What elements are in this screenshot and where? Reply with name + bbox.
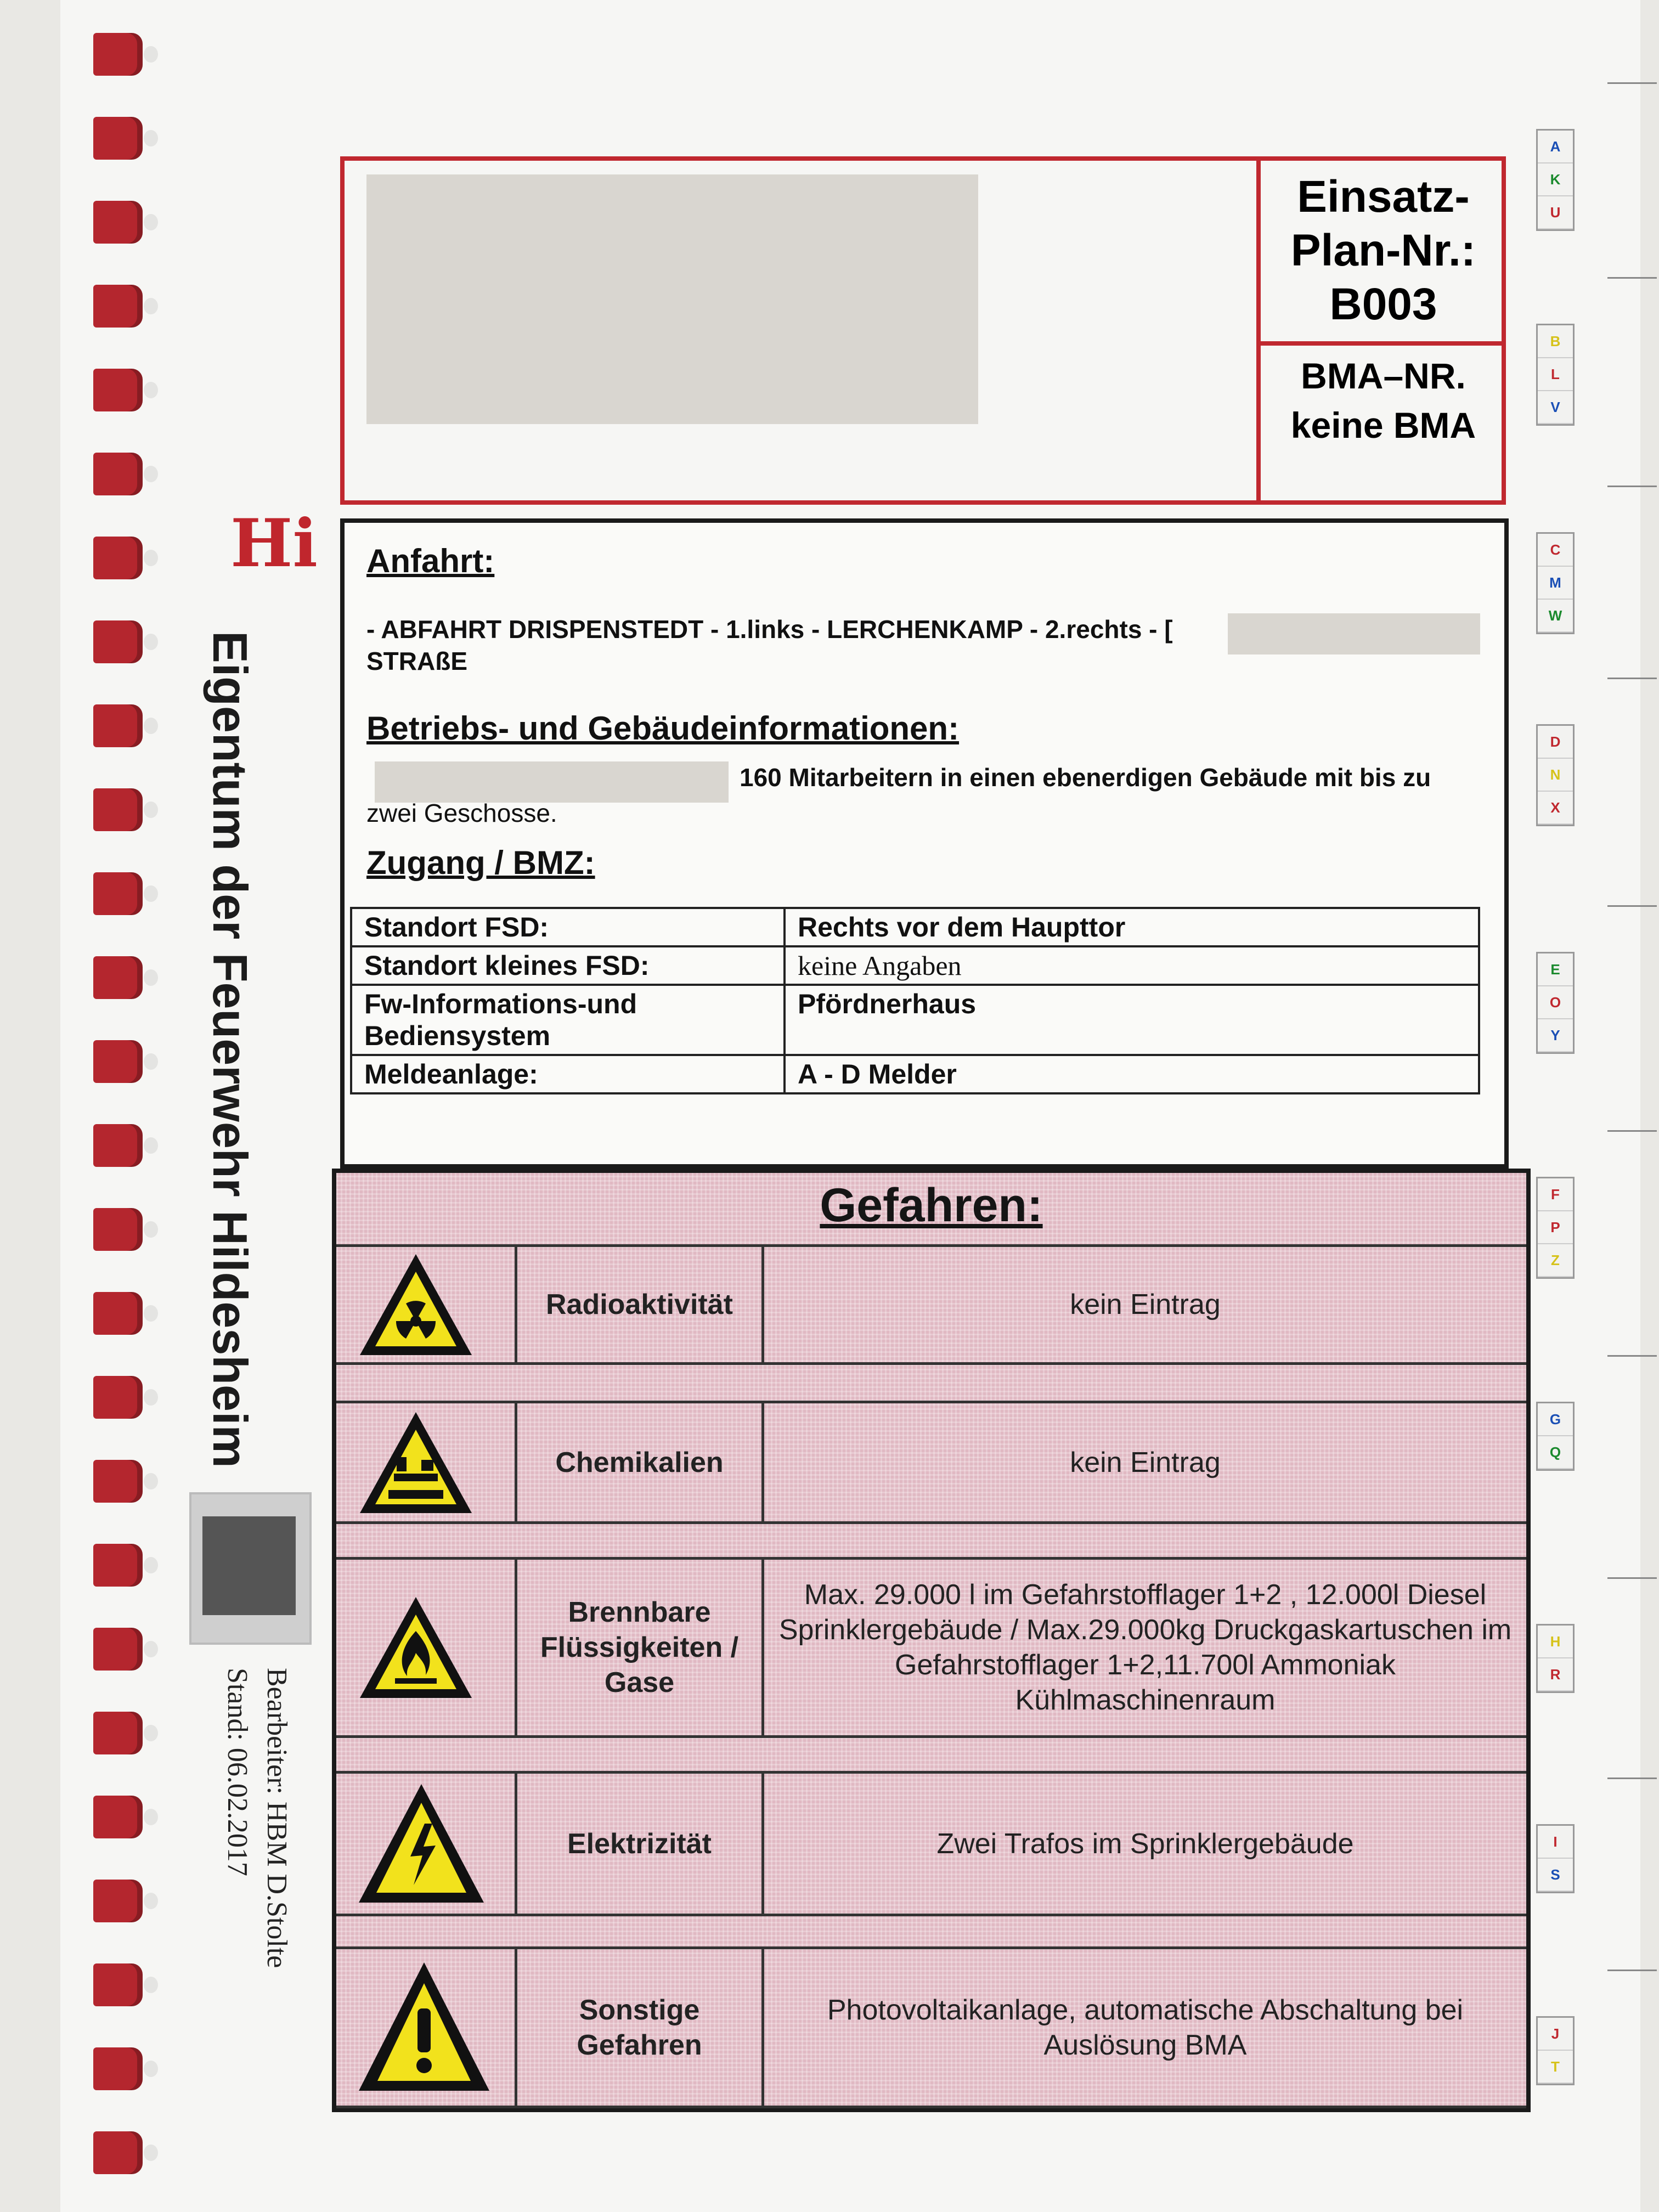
zugang-label: Standort kleines FSD: bbox=[351, 946, 785, 985]
binding-ring bbox=[93, 2047, 143, 2090]
binding-ring bbox=[93, 1796, 143, 1838]
index-tab-letter: U bbox=[1538, 196, 1573, 229]
betrieb-title: Betriebs- und Gebäudeinformationen: bbox=[366, 710, 960, 747]
binding-ring bbox=[93, 956, 143, 999]
hazards-title: Gefahren: bbox=[820, 1179, 1043, 1232]
index-tab-letter: G bbox=[1538, 1403, 1573, 1436]
bma-value: keine BMA bbox=[1290, 405, 1476, 445]
electricity-icon bbox=[356, 1781, 487, 1907]
hazard-name: Sonstige Gefahren bbox=[517, 1949, 764, 2106]
bma-label: BMA–NR. bbox=[1301, 356, 1466, 396]
binding-ring bbox=[93, 1880, 143, 1922]
feuerwehr-logo bbox=[225, 494, 318, 631]
zugang-value: A - D Melder bbox=[785, 1055, 1479, 1093]
index-tab[interactable] bbox=[1536, 1824, 1575, 1893]
index-tab[interactable] bbox=[1536, 724, 1575, 826]
hazard-value: Max. 29.000 l im Gefahrstofflager 1+2 , 12.000l Diesel Sprinklergebäude / Max.29.000kg Druckgaskartuschen im Gefahrstofflager 1+2,11.700l Ammoniak Kühlmaschinenraum bbox=[778, 1579, 1512, 1716]
plan-number: B003 bbox=[1329, 279, 1437, 329]
hazard-name: Brennbare Flüssigkeiten / Gase bbox=[517, 1560, 764, 1735]
hazard-name: Elektrizität bbox=[517, 1774, 764, 1914]
table-row bbox=[351, 1055, 1479, 1093]
index-tab-strip bbox=[1531, 0, 1659, 2212]
hazard-row bbox=[336, 1401, 1526, 1524]
radiation-icon bbox=[356, 1250, 476, 1359]
binding-ring bbox=[93, 1963, 143, 2006]
logo-lettering: Hi bbox=[230, 505, 318, 582]
index-tab[interactable] bbox=[1536, 2016, 1575, 2085]
zugang-label: Meldeanlage: bbox=[351, 1055, 785, 1093]
zugang-table bbox=[350, 907, 1480, 1094]
table-row bbox=[351, 946, 1479, 985]
index-tab-letter: K bbox=[1538, 163, 1573, 196]
index-tab-letter: Q bbox=[1538, 1436, 1573, 1469]
index-tab-letter: D bbox=[1538, 726, 1573, 759]
index-tab-letter: P bbox=[1538, 1211, 1573, 1244]
hazard-icon-cell bbox=[336, 1560, 517, 1735]
plan-label-line1: Einsatz- bbox=[1297, 172, 1470, 222]
flammable-icon bbox=[356, 1593, 476, 1702]
owner-label: Eigentum der Feuerwehr Hildesheim bbox=[203, 631, 257, 1468]
hazard-name: Radioaktivität bbox=[517, 1247, 764, 1362]
binding-ring bbox=[93, 1460, 143, 1503]
index-tab-letter: B bbox=[1538, 325, 1573, 358]
index-tab-letter: Y bbox=[1538, 1019, 1573, 1052]
index-tab-letter: R bbox=[1538, 1658, 1573, 1691]
hazard-row bbox=[336, 1244, 1526, 1365]
plan-label-line2: Plan-Nr.: bbox=[1290, 225, 1476, 275]
index-tab-letter: C bbox=[1538, 534, 1573, 567]
binding-ring bbox=[93, 1712, 143, 1754]
zugang-title: Zugang / BMZ: bbox=[366, 844, 595, 881]
hazard-icon-cell bbox=[336, 1949, 517, 2106]
index-tab-letter: M bbox=[1538, 567, 1573, 600]
index-tab-letter: J bbox=[1538, 2018, 1573, 2051]
zugang-value: Pfördnerhaus bbox=[785, 985, 1479, 1055]
binding-ring bbox=[93, 1376, 143, 1419]
binding-ring bbox=[93, 33, 143, 76]
binding-ring bbox=[93, 453, 143, 495]
binding-ring bbox=[93, 1124, 143, 1167]
info-box bbox=[340, 518, 1509, 1169]
editor-info bbox=[217, 1668, 296, 1968]
revision-date: Stand: 06.02.2017 bbox=[222, 1668, 253, 1876]
hazard-row bbox=[336, 1557, 1526, 1738]
redacted-address bbox=[366, 174, 978, 424]
binding-ring bbox=[93, 620, 143, 663]
tab-divider-line bbox=[1607, 1778, 1657, 1779]
index-tab-letter: O bbox=[1538, 986, 1573, 1019]
table-row bbox=[351, 985, 1479, 1055]
index-tab[interactable] bbox=[1536, 1177, 1575, 1279]
hazard-row bbox=[336, 1946, 1526, 2108]
index-tab[interactable] bbox=[1536, 532, 1575, 634]
binding-ring bbox=[93, 1040, 143, 1083]
binding-ring bbox=[93, 1208, 143, 1251]
index-tab-letter: L bbox=[1538, 358, 1573, 391]
index-tab[interactable] bbox=[1536, 952, 1575, 1054]
editor-name: Bearbeiter: HBM D.Stolte bbox=[261, 1668, 292, 1968]
hazard-value: kein Eintrag bbox=[1070, 1446, 1221, 1479]
tab-divider-line bbox=[1607, 486, 1657, 487]
binding-ring bbox=[93, 117, 143, 160]
anfahrt-line1: - ABFAHRT DRISPENSTEDT - 1.links - LERCHENKAMP - 2.rechts - [ bbox=[366, 615, 1173, 644]
hazard-icon-cell bbox=[336, 1247, 517, 1362]
betrieb-line2: zwei Geschosse. bbox=[366, 799, 557, 827]
hazard-name: Chemikalien bbox=[517, 1403, 764, 1521]
binding-ring bbox=[93, 2131, 143, 2174]
betrieb-line1: 160 Mitarbeitern in einen ebenerdigen Gebäude mit bis zu bbox=[740, 763, 1431, 792]
hazard-value: Zwei Trafos im Sprinklergebäude bbox=[936, 1827, 1354, 1860]
redacted-company bbox=[375, 761, 729, 803]
tab-divider-line bbox=[1607, 678, 1657, 679]
redacted-street bbox=[1228, 613, 1480, 654]
hazard-icon-cell bbox=[336, 1403, 517, 1521]
table-row bbox=[351, 908, 1479, 946]
bma-block bbox=[1261, 346, 1506, 450]
index-tab-letter: I bbox=[1538, 1826, 1573, 1859]
binding-ring bbox=[93, 1628, 143, 1671]
plan-number-panel bbox=[1256, 156, 1506, 505]
index-tab-letter: F bbox=[1538, 1178, 1573, 1211]
anfahrt-title: Anfahrt: bbox=[366, 543, 495, 579]
tab-divider-line bbox=[1607, 1355, 1657, 1357]
index-tab-letter: X bbox=[1538, 792, 1573, 825]
index-tab-letter: T bbox=[1538, 2051, 1573, 2084]
binding-ring bbox=[93, 788, 143, 831]
binding-ring bbox=[93, 1292, 143, 1335]
index-tab[interactable] bbox=[1536, 129, 1575, 231]
tab-divider-line bbox=[1607, 82, 1657, 84]
index-tab[interactable] bbox=[1536, 324, 1575, 426]
zugang-value: Rechts vor dem Haupttor bbox=[785, 908, 1479, 946]
index-tab-letter: W bbox=[1538, 600, 1573, 633]
tab-divider-line bbox=[1607, 277, 1657, 279]
index-tab-letter: H bbox=[1538, 1626, 1573, 1658]
zugang-label: Standort FSD: bbox=[351, 908, 785, 946]
zugang-value: keine Angaben bbox=[785, 946, 1479, 985]
tab-divider-line bbox=[1607, 905, 1657, 907]
crest-emblem bbox=[202, 1516, 296, 1615]
hazard-row bbox=[336, 1771, 1526, 1916]
binding-ring bbox=[93, 704, 143, 747]
hazard-icon-cell bbox=[336, 1774, 517, 1914]
spiral-binding bbox=[93, 33, 148, 2205]
tab-divider-line bbox=[1607, 1970, 1657, 1971]
hazards-box bbox=[332, 1169, 1531, 2112]
binding-ring bbox=[93, 201, 143, 244]
anfahrt-line2: STRAßE bbox=[366, 647, 467, 675]
binding-ring bbox=[93, 872, 143, 915]
tab-divider-line bbox=[1607, 1130, 1657, 1132]
binding-ring bbox=[93, 369, 143, 411]
hazard-value: kein Eintrag bbox=[1070, 1289, 1221, 1321]
index-tab-letter: A bbox=[1538, 131, 1573, 163]
plan-number-block bbox=[1261, 156, 1506, 346]
binding-ring bbox=[93, 1544, 143, 1587]
anfahrt-route bbox=[366, 613, 1173, 677]
index-tab-letter: E bbox=[1538, 953, 1573, 986]
binding-ring bbox=[93, 537, 143, 579]
tab-divider-line bbox=[1607, 1577, 1657, 1579]
hazard-value: Photovoltaikanlage, automatische Abschaltung bei Auslösung BMA bbox=[827, 1994, 1464, 2061]
binding-ring bbox=[93, 285, 143, 328]
index-tab[interactable] bbox=[1536, 1624, 1575, 1693]
zugang-label: Fw-Informations-und Bediensystem bbox=[351, 985, 785, 1055]
index-tab-letter: N bbox=[1538, 759, 1573, 792]
city-crest bbox=[189, 1492, 312, 1645]
corrosive-icon bbox=[356, 1408, 476, 1517]
index-tab[interactable] bbox=[1536, 1402, 1575, 1471]
index-tab-letter: Z bbox=[1538, 1244, 1573, 1277]
warning-icon bbox=[356, 1959, 493, 2096]
index-tab-letter: V bbox=[1538, 391, 1573, 424]
index-tab-letter: S bbox=[1538, 1859, 1573, 1892]
